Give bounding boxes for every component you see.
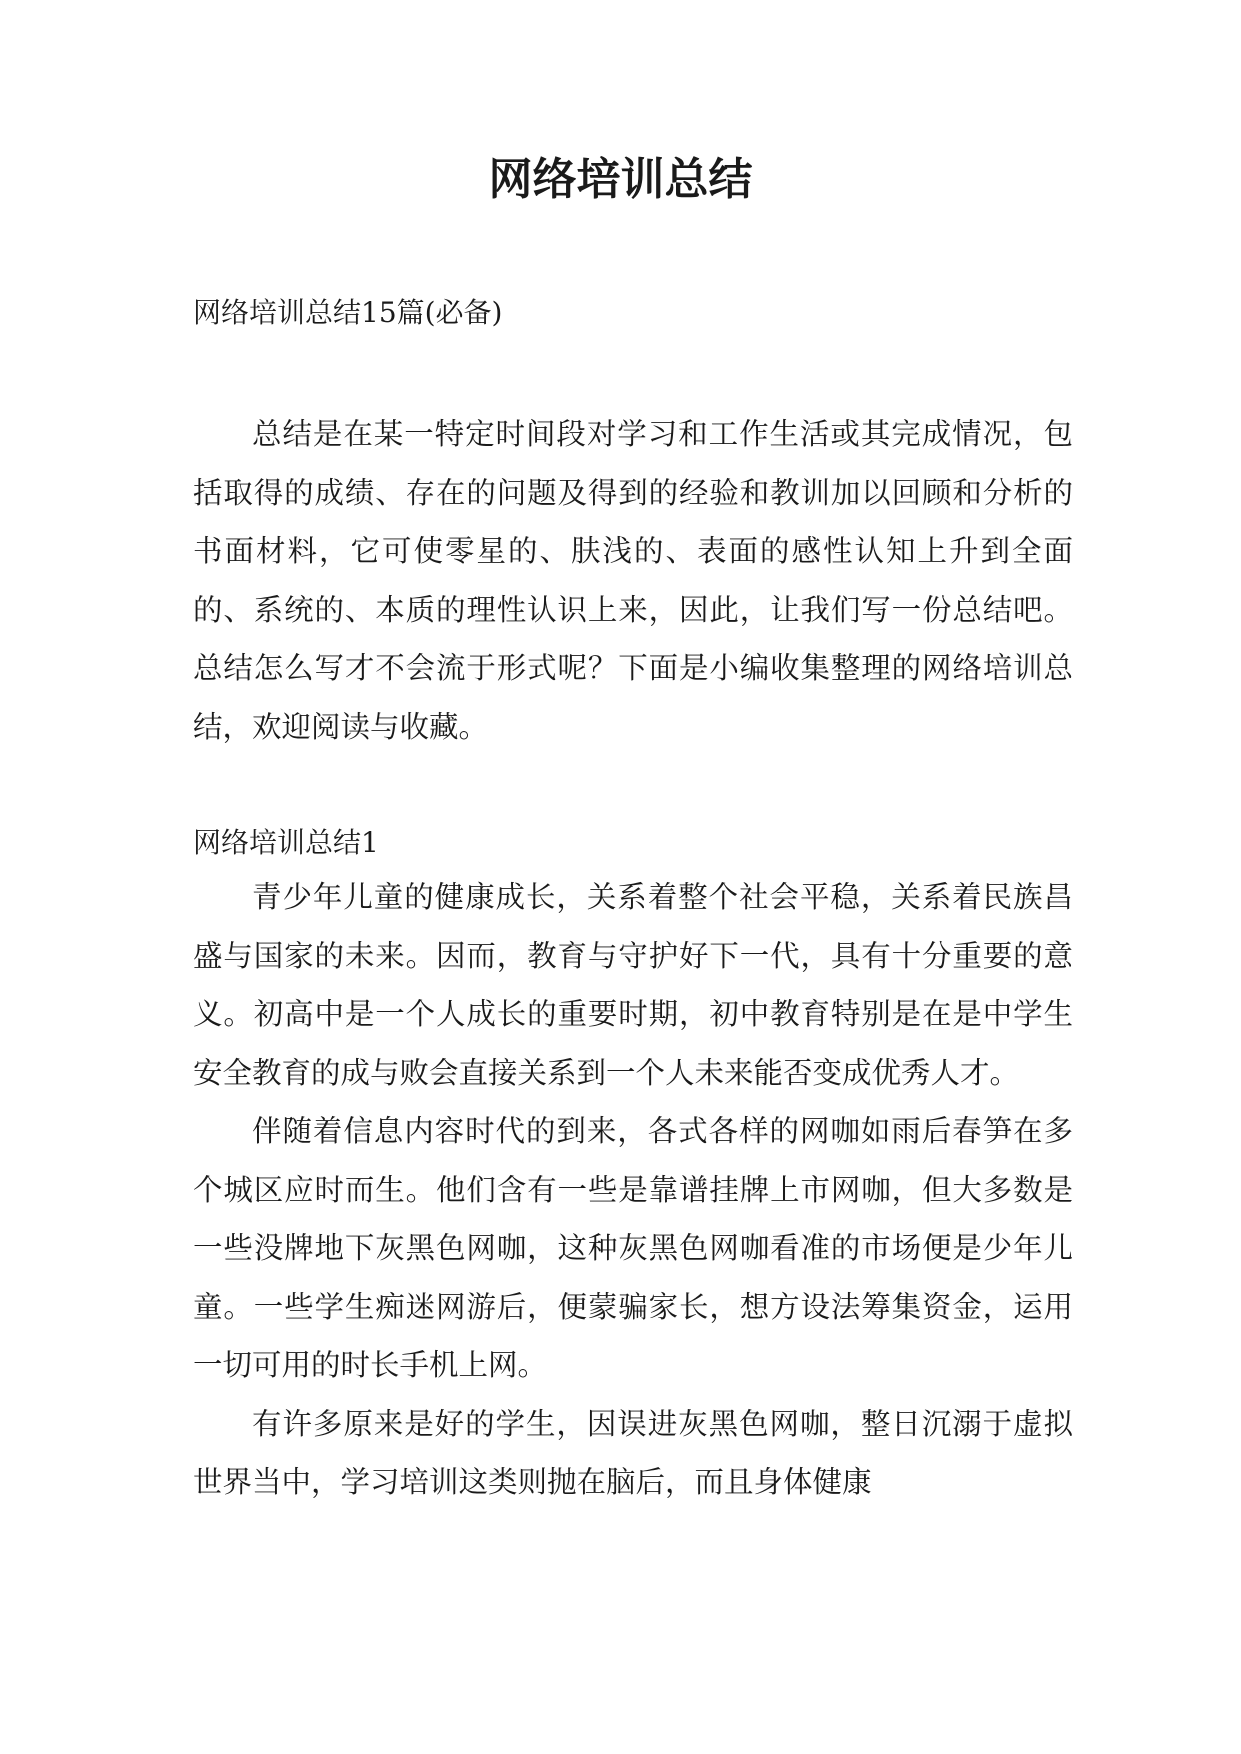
document-title: 网络培训总结 <box>488 154 753 205</box>
section-body <box>193 868 1073 1512</box>
intro-paragraph: 总结是在某一特定时间段对学习和工作生活或其完成情况，包括取得的成绩、存在的问题及得到的经验和教训加以回顾和分析的书面材料，它可使零星的、肤浅的、表面的感性认知上升到全面的、系统的、本质的理性认识上来，因此，让我们写一份总结吧。总结怎么写才不会流于形式呢？下面是小编收集整理的网络培训总结，欢迎阅读与收藏。 <box>193 417 1073 744</box>
section-paragraph-3: 有许多原来是好的学生，因误进灰黑色网咖，整日沉溺于虚拟世界当中，学习培训这类则抛在脑后，而且身体健康 <box>193 1406 1073 1499</box>
section-paragraph-2: 伴随着信息内容时代的到来，各式各样的网咖如雨后春笋在多个城区应时而生。他们含有一些是靠谱挂牌上市网咖，但大多数是一些没牌地下灰黑色网咖，这种灰黑色网咖看准的市场便是少年儿童。一些学生痴迷网游后，便蒙骗家长，想方设法筹集资金，运用一切可用的时长手机上网。 <box>193 1114 1073 1382</box>
section-heading: 网络培训总结1 <box>193 826 379 859</box>
document-subtitle: 网络培训总结15篇(必备) <box>193 296 503 329</box>
intro-block <box>193 405 1073 756</box>
section-paragraph-1: 青少年儿童的健康成长，关系着整个社会平稳，关系着民族昌盛与国家的未来。因而，教育与守护好下一代，具有十分重要的意义。初高中是一个人成长的重要时期，初中教育特别是在是中学生安全教育的成与败会直接关系到一个人未来能否变成优秀人才。 <box>193 880 1073 1090</box>
